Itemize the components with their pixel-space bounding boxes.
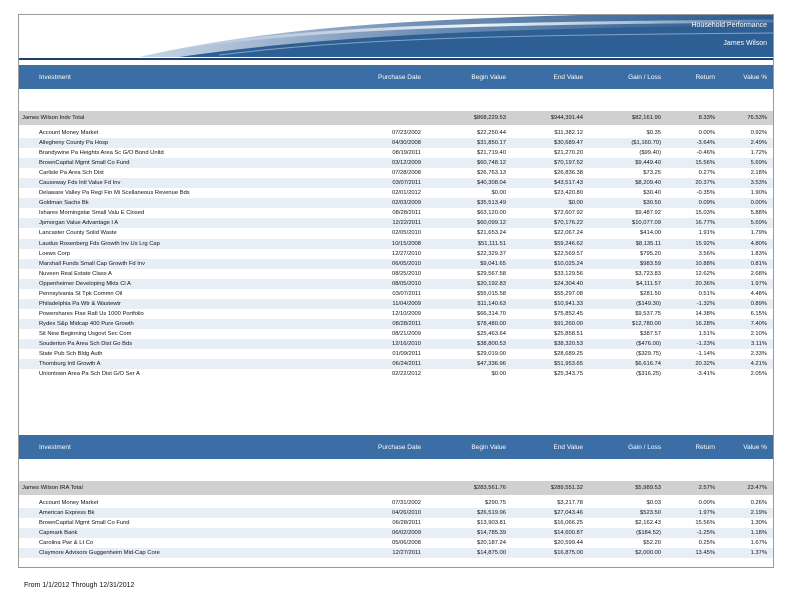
holding-return: 13.45% — [695, 550, 715, 557]
holding-return: 10.88% — [695, 260, 715, 267]
holding-purchase-date: 02/22/2012 — [391, 371, 421, 378]
holding-return: -1.25% — [696, 530, 715, 537]
holding-return: -3.64% — [696, 140, 715, 147]
holding-purchase-date: 07/23/2002 — [391, 130, 421, 136]
holding-value-pct: 2.49% — [750, 140, 767, 147]
holding-purchase-date: 08/25/2010 — [391, 270, 421, 277]
col-header-return: Return — [695, 73, 715, 81]
holding-name: Uniontown Area Pa Sch Dist G/O Ser A — [39, 371, 140, 378]
holding-begin-value: $20,192.83 — [476, 280, 506, 287]
holding-purchase-date: 02/03/2009 — [391, 200, 421, 207]
holding-end-value: $16,066.25 — [553, 520, 583, 527]
holding-name: Jpmorgan Value Advantage I A — [39, 220, 119, 227]
table-row — [19, 168, 773, 178]
holding-begin-value: $60,748.12 — [476, 160, 506, 167]
holding-return: 15.56% — [695, 520, 715, 527]
holding-gain-loss: $983.59 — [640, 260, 661, 267]
holding-name: Thornburg Intl Growth A — [39, 361, 101, 368]
holding-gain-loss: $414.00 — [640, 230, 661, 237]
holding-purchase-date: 06/24/2011 — [392, 361, 421, 368]
table-row — [19, 369, 773, 379]
holding-begin-value: $29,019.00 — [476, 351, 506, 358]
total-return: 8.33% — [698, 115, 715, 121]
holding-value-pct: 2.68% — [750, 270, 767, 277]
holding-name: Powershares Ftse Rafi Us 1000 Portfolio — [39, 310, 144, 317]
holding-gain-loss: ($99.40) — [639, 150, 661, 157]
holding-gain-loss: $3,723.83 — [635, 270, 661, 277]
col-header-purchase-date: Purchase Date — [378, 443, 421, 451]
holding-name: Philadelphia Pa Wtr & Wastewtr — [39, 300, 121, 307]
holding-end-value: $75,852.45 — [553, 310, 583, 317]
holding-value-pct: 1.90% — [750, 190, 767, 197]
table-row — [19, 289, 773, 299]
col-header-value-pct: Value % — [743, 73, 767, 81]
holding-end-value: $91,260.00 — [553, 320, 583, 327]
holding-value-pct: 3.11% — [750, 340, 767, 347]
table-row — [19, 138, 773, 148]
holding-name: BrownCapital Mgmt Small Co Fund — [39, 520, 130, 527]
holding-value-pct: 0.26% — [750, 500, 767, 506]
holding-name: Causeway Fds Intl Value Fd Inv — [39, 180, 121, 187]
holding-value-pct: 2.18% — [750, 170, 767, 177]
holding-value-pct: 1.97% — [750, 280, 767, 287]
holding-value-pct: 1.79% — [750, 230, 767, 237]
holding-gain-loss: $9,487.92 — [635, 210, 661, 217]
holding-begin-value: $14,875.00 — [476, 550, 506, 557]
holding-purchase-date: 03/12/2009 — [391, 160, 421, 167]
holding-begin-value: $11,140.63 — [477, 300, 506, 307]
holding-return: 0.00% — [698, 500, 715, 506]
holding-value-pct: 0.00% — [750, 200, 767, 207]
holding-begin-value: $22,329.37 — [476, 250, 506, 257]
table-row — [19, 329, 773, 339]
holding-name: Allegheny County Pa Hosp — [39, 140, 109, 147]
holding-purchase-date: 03/07/2011 — [392, 290, 421, 297]
holding-name: Goldman Sachs Bk — [39, 200, 89, 207]
holding-purchase-date: 04/26/2010 — [391, 510, 421, 517]
total-end-value: $944,391.44 — [550, 115, 583, 121]
holding-value-pct: 2.10% — [750, 330, 767, 337]
holding-begin-value: $21,653.24 — [476, 230, 506, 237]
holding-value-pct: 7.40% — [750, 320, 767, 327]
total-value-pct: 76.53% — [747, 115, 767, 121]
holding-name: Carlisle Pa Area Sch Dist — [39, 170, 104, 177]
holding-gain-loss: $523.50 — [640, 510, 661, 517]
holding-purchase-date: 02/05/2010 — [391, 230, 421, 237]
holding-purchase-date: 07/28/2008 — [391, 170, 421, 177]
table-header-section2 — [19, 435, 773, 459]
client-name: James Wilson — [723, 40, 767, 47]
holding-return: 15.56% — [695, 160, 715, 167]
holding-begin-value: $290.75 — [485, 500, 506, 506]
holding-end-value: $25,858.51 — [553, 330, 583, 337]
holding-end-value: $38,320.53 — [553, 340, 583, 347]
holding-end-value: $10,941.33 — [553, 300, 583, 307]
holdings-list-section1 — [19, 128, 773, 379]
holding-purchase-date: 05/06/2008 — [391, 540, 421, 547]
account-total-row — [19, 111, 773, 125]
holding-return: 0.25% — [698, 540, 715, 547]
holding-gain-loss: $795.20 — [640, 250, 661, 257]
holding-name: Carolina Pwr & Lt Co — [39, 540, 94, 547]
holding-name: American Express Bk — [39, 510, 95, 517]
holding-return: 20.37% — [695, 180, 715, 187]
holding-end-value: $0.00 — [568, 200, 583, 207]
col-header-gain-loss: Gain / Loss — [628, 443, 661, 451]
account-total-row — [19, 481, 773, 495]
table-row — [19, 218, 773, 228]
report-date-range: From 1/1/2012 Through 12/31/2012 — [24, 582, 135, 589]
table-row — [19, 259, 773, 269]
holding-name: Capmark Bank — [39, 530, 78, 537]
holding-value-pct: 1.72% — [750, 150, 767, 157]
holding-purchase-date: 12/27/2010 — [391, 250, 421, 257]
holding-name: Rydex S&p Midcap 400 Pure Growth — [39, 320, 134, 327]
holding-end-value: $30,689.47 — [553, 140, 583, 147]
table-row — [19, 508, 773, 518]
holding-end-value: $43,517.43 — [553, 180, 583, 187]
holding-value-pct: 1.37% — [750, 550, 767, 557]
holding-name: Souderton Pa Area Sch Dist Go Bds — [39, 340, 133, 347]
holding-name: BrownCapital Mgmt Small Co Fund — [39, 160, 130, 167]
holding-purchase-date: 07/31/2002 — [391, 500, 421, 506]
banner-divider — [19, 58, 773, 60]
holding-end-value: $27,043.46 — [553, 510, 583, 517]
holding-gain-loss: $9,449.40 — [635, 160, 661, 167]
col-header-begin-value: Begin Value — [471, 73, 506, 81]
holding-return: 20.32% — [695, 361, 715, 368]
col-header-investment: Investment — [39, 443, 71, 451]
table-row — [19, 518, 773, 528]
holding-begin-value: $29,567.58 — [476, 270, 506, 277]
holding-gain-loss: ($316.25) — [636, 371, 661, 378]
holding-end-value: $3,217.78 — [557, 500, 583, 506]
holding-purchase-date: 12/10/2009 — [391, 310, 421, 317]
holding-begin-value: $47,336.96 — [476, 361, 506, 368]
holding-return: 20.36% — [695, 280, 715, 287]
total-name: James Wilson Indv Total — [22, 115, 85, 121]
holding-end-value: $28,689.25 — [553, 351, 583, 358]
holding-purchase-date: 10/15/2008 — [391, 240, 421, 247]
holding-gain-loss: $2,162.43 — [635, 520, 661, 527]
total-value-pct: 23.47% — [747, 485, 767, 491]
report-banner — [19, 15, 773, 57]
holding-value-pct: 0.92% — [750, 130, 767, 136]
table-row — [19, 359, 773, 369]
holding-name: Marshall Funds Small Cap Growth Fd Inv — [39, 260, 145, 267]
holding-return: -0.46% — [696, 150, 715, 157]
holding-begin-value: $9,041.65 — [480, 260, 506, 267]
banner-swoosh-graphic — [19, 15, 773, 57]
holding-name: Sit New Beginning Usgovt Sec Com — [39, 330, 132, 337]
table-row — [19, 349, 773, 359]
holding-value-pct: 2.33% — [750, 351, 767, 358]
holding-gain-loss: ($1,160.70) — [631, 140, 661, 147]
holding-return: 15.92% — [695, 240, 715, 247]
report-title: Household Performance — [691, 22, 767, 29]
holding-value-pct: 0.81% — [750, 260, 767, 267]
total-begin-value: $868,229.53 — [473, 115, 506, 121]
table-row — [19, 208, 773, 218]
holding-name: Loews Corp — [39, 250, 70, 257]
table-row — [19, 319, 773, 329]
total-end-value: $289,551.32 — [550, 485, 583, 491]
holding-begin-value: $66,314.70 — [476, 310, 506, 317]
col-header-end-value: End Value — [553, 73, 583, 81]
holding-begin-value: $22,250.44 — [476, 130, 506, 136]
table-row — [19, 178, 773, 188]
holding-purchase-date: 08/28/2011 — [392, 320, 421, 327]
table-row — [19, 339, 773, 349]
total-return: 2.57% — [698, 485, 715, 491]
table-row — [19, 299, 773, 309]
holding-purchase-date: 11/04/2009 — [392, 300, 421, 307]
holding-name: Pennsylvania St Tpk Commn Oil — [39, 290, 123, 297]
table-row — [19, 538, 773, 548]
table-row — [19, 279, 773, 289]
holding-purchase-date: 12/27/2011 — [392, 550, 421, 557]
holding-return: 0.51% — [698, 290, 715, 297]
holding-gain-loss: $30.50 — [643, 200, 661, 207]
holding-end-value: $22,569.57 — [553, 250, 583, 257]
table-row — [19, 269, 773, 279]
holding-purchase-date: 12/22/2011 — [392, 220, 421, 227]
holding-gain-loss: $30.40 — [643, 190, 661, 197]
holding-gain-loss: $0.03 — [646, 500, 661, 506]
holding-purchase-date: 02/01/2012 — [391, 190, 421, 197]
holding-purchase-date: 03/07/2011 — [392, 180, 421, 187]
holding-return: 0.00% — [698, 130, 715, 136]
holding-value-pct: 4.48% — [750, 290, 767, 297]
holding-end-value: $11,382.12 — [554, 130, 583, 136]
holding-gain-loss: $6,616.74 — [635, 361, 661, 368]
holding-gain-loss: $8,209.40 — [635, 180, 661, 187]
report-page — [18, 14, 774, 568]
holding-gain-loss: ($329.75) — [636, 351, 661, 358]
holding-value-pct: 2.05% — [750, 371, 767, 378]
holding-gain-loss: $52.20 — [643, 540, 661, 547]
holding-return: -3.41% — [696, 371, 715, 378]
holding-begin-value: $78,480.00 — [476, 320, 506, 327]
holding-name: Claymore Advisors Guggenheim Mid-Cap Core — [39, 550, 160, 557]
holding-return: 1.97% — [698, 510, 715, 517]
holding-value-pct: 1.30% — [750, 520, 767, 527]
holding-gain-loss: ($476.00) — [636, 340, 661, 347]
holding-gain-loss: $281.50 — [640, 290, 661, 297]
holding-gain-loss: $9,537.75 — [635, 310, 661, 317]
holding-end-value: $22,067.24 — [553, 230, 583, 237]
holding-purchase-date: 06/02/2009 — [391, 530, 421, 537]
holding-value-pct: 2.19% — [750, 510, 767, 517]
col-header-return: Return — [695, 443, 715, 451]
holding-end-value: $25,343.75 — [553, 371, 583, 378]
holding-return: 14.38% — [695, 310, 715, 317]
holding-name: Laudus Rosenberg Fds Growth Inv Us Lrg Cap — [39, 240, 160, 247]
holding-name: Account Money Market — [39, 500, 99, 506]
holding-end-value: $16,875.00 — [553, 550, 583, 557]
holding-value-pct: 4.80% — [750, 240, 767, 247]
holding-begin-value: $38,800.53 — [476, 340, 506, 347]
holding-gain-loss: $73.25 — [643, 170, 661, 177]
total-name: James Wilson IRA Total — [22, 485, 83, 491]
holding-end-value: $72,607.92 — [553, 210, 583, 217]
holding-return: -1.23% — [696, 340, 715, 347]
holding-return: -1.32% — [696, 300, 715, 307]
table-header-section1 — [19, 65, 773, 89]
holding-value-pct: 5.88% — [750, 210, 767, 217]
holding-end-value: $23,420.80 — [553, 190, 583, 197]
holding-purchase-date: 08/21/2009 — [391, 330, 421, 337]
holding-begin-value: $0.00 — [491, 190, 506, 197]
table-row — [19, 198, 773, 208]
holding-gain-loss: ($184.52) — [636, 530, 661, 537]
col-header-begin-value: Begin Value — [471, 443, 506, 451]
holding-purchase-date: 12/16/2010 — [391, 340, 421, 347]
holding-end-value: $24,304.40 — [553, 280, 583, 287]
holding-value-pct: 1.67% — [750, 540, 767, 547]
holding-end-value: $70,176.22 — [553, 220, 583, 227]
holding-name: Ishares Morningstar Small Valu E Closed — [39, 210, 145, 217]
table-row — [19, 239, 773, 249]
holding-begin-value: $26,763.13 — [476, 170, 506, 177]
holding-gain-loss: $4,111.57 — [636, 280, 661, 287]
holding-end-value: $55,297.08 — [553, 290, 583, 297]
holdings-list-section2 — [19, 498, 773, 558]
holding-name: Account Money Market — [39, 130, 99, 136]
holding-return: 16.28% — [695, 320, 715, 327]
holding-return: 1.51% — [698, 330, 715, 337]
holding-name: Nuveen Real Estate Class A — [39, 270, 112, 277]
table-row — [19, 158, 773, 168]
table-row — [19, 528, 773, 538]
holding-gain-loss: $8,135.11 — [635, 240, 661, 247]
holding-gain-loss: $0.35 — [646, 130, 661, 136]
holding-begin-value: $55,015.58 — [476, 290, 506, 297]
holding-value-pct: 5.69% — [750, 220, 767, 227]
holding-return: 12.62% — [695, 270, 715, 277]
holding-purchase-date: 06/05/2010 — [391, 260, 421, 267]
holding-name: Brandywine Pa Heights Area Sc G/O Bond Unltd — [39, 150, 164, 157]
holding-return: 1.91% — [698, 230, 715, 237]
holding-return: -0.35% — [696, 190, 715, 197]
holding-value-pct: 3.53% — [750, 180, 767, 187]
holding-gain-loss: $387.57 — [640, 330, 661, 337]
col-header-purchase-date: Purchase Date — [378, 73, 421, 81]
holding-begin-value: $31,850.17 — [476, 140, 506, 147]
holding-purchase-date: 01/09/2011 — [392, 351, 421, 358]
holding-end-value: $33,129.56 — [553, 270, 583, 277]
holding-end-value: $21,270.20 — [553, 150, 583, 157]
holding-gain-loss: $2,000.00 — [635, 550, 661, 557]
holding-value-pct: 0.89% — [750, 300, 767, 307]
holding-return: 15.03% — [695, 210, 715, 217]
holding-begin-value: $26,519.96 — [476, 510, 506, 517]
holding-end-value: $70,197.52 — [553, 160, 583, 167]
holding-begin-value: $13,903.81 — [476, 520, 506, 527]
holding-value-pct: 5.69% — [750, 160, 767, 167]
holding-end-value: $51,953.65 — [553, 361, 583, 368]
holding-end-value: $59,246.62 — [553, 240, 583, 247]
holding-begin-value: $0.00 — [491, 371, 506, 378]
holding-end-value: $10,025.24 — [553, 260, 583, 267]
holding-begin-value: $21,719.40 — [476, 150, 506, 157]
holding-gain-loss: $12,780.00 — [631, 320, 661, 327]
holding-begin-value: $60,099.12 — [476, 220, 506, 227]
table-row — [19, 249, 773, 259]
holding-value-pct: 6.15% — [750, 310, 767, 317]
holding-purchase-date: 08/05/2010 — [391, 280, 421, 287]
holding-value-pct: 4.21% — [750, 361, 767, 368]
table-row — [19, 188, 773, 198]
holding-return: -1.14% — [696, 351, 715, 358]
holding-name: Lancaster County Solid Waste — [39, 230, 117, 237]
holding-purchase-date: 08/28/2011 — [392, 210, 421, 217]
table-row — [19, 148, 773, 158]
holding-return: 3.56% — [698, 250, 715, 257]
table-row — [19, 228, 773, 238]
holding-name: Oppenheimer Developing Mkts Cl A — [39, 280, 131, 287]
total-begin-value: $283,561.76 — [473, 485, 506, 491]
holding-begin-value: $14,785.39 — [476, 530, 506, 537]
holding-gain-loss: $10,077.09 — [631, 220, 661, 227]
holding-return: 0.09% — [698, 200, 715, 207]
total-gain-loss: $5,989.53 — [635, 485, 661, 491]
col-header-gain-loss: Gain / Loss — [628, 73, 661, 81]
holding-end-value: $26,836.38 — [553, 170, 583, 177]
table-row — [19, 548, 773, 558]
holding-begin-value: $35,513.49 — [476, 200, 506, 207]
table-row — [19, 309, 773, 319]
table-row — [19, 498, 773, 508]
holding-end-value: $14,600.87 — [553, 530, 583, 537]
holding-name: Delaware Valley Pa Regl Fin Mi Scellaneous Revenue Bds — [39, 190, 190, 197]
holding-purchase-date: 06/28/2011 — [392, 520, 421, 527]
holding-begin-value: $40,308.04 — [476, 180, 506, 187]
holding-name: State Pub Sch Bldg Auth — [39, 351, 103, 358]
holding-end-value: $20,599.44 — [553, 540, 583, 547]
col-header-value-pct: Value % — [743, 443, 767, 451]
holding-value-pct: 1.18% — [750, 530, 767, 537]
total-gain-loss: $82,161.90 — [631, 115, 661, 121]
holding-begin-value: $20,187.24 — [476, 540, 506, 547]
col-header-end-value: End Value — [553, 443, 583, 451]
holding-purchase-date: 08/19/2011 — [392, 150, 421, 157]
holding-begin-value: $63,120.00 — [476, 210, 506, 217]
table-row — [19, 128, 773, 138]
holding-purchase-date: 04/30/2008 — [391, 140, 421, 147]
holding-gain-loss: ($149.30) — [636, 300, 661, 307]
holding-begin-value: $51,111.51 — [477, 240, 506, 247]
holding-value-pct: 1.83% — [750, 250, 767, 257]
col-header-investment: Investment — [39, 73, 71, 81]
holding-return: 0.27% — [698, 170, 715, 177]
holding-begin-value: $25,463.64 — [476, 330, 506, 337]
holding-return: 16.77% — [695, 220, 715, 227]
